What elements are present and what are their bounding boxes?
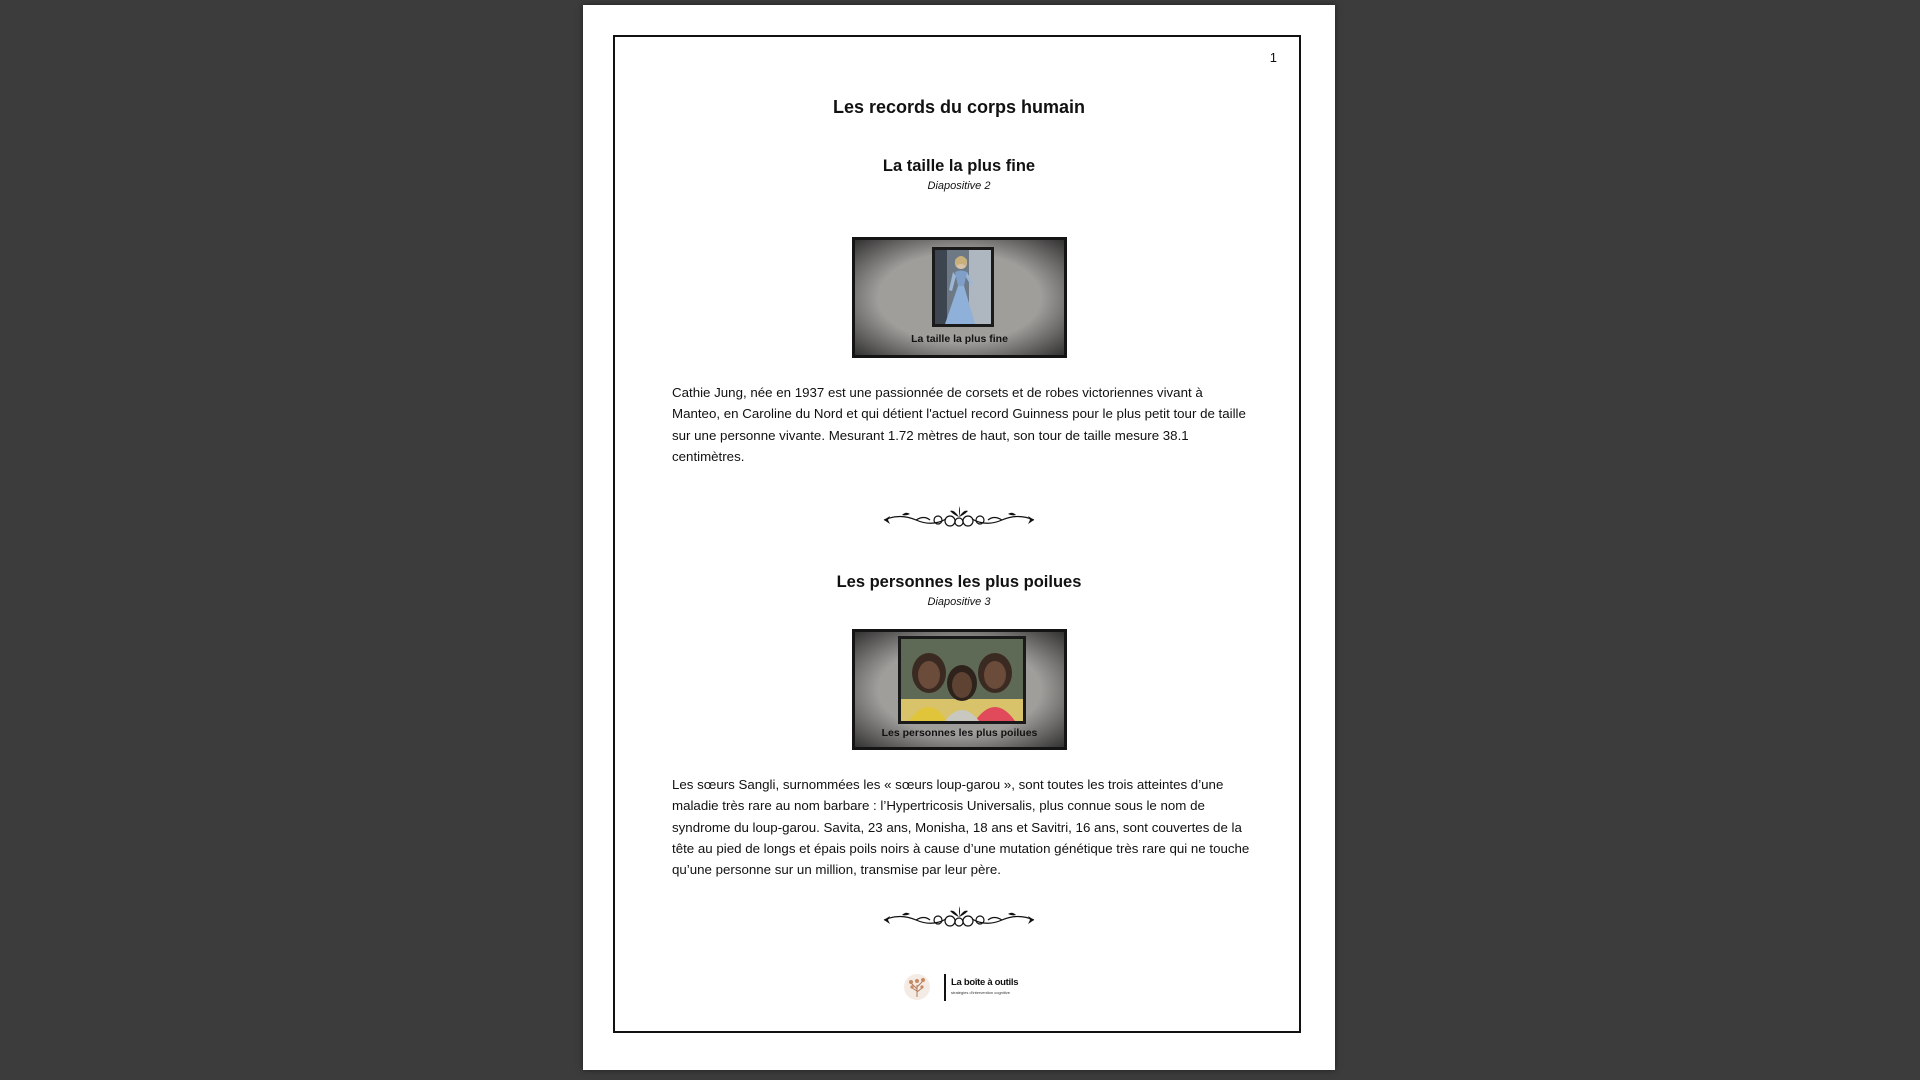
slide-caption-hairy: Les personnes les plus poilues: [881, 727, 1038, 739]
footer-divider: [944, 974, 946, 1001]
section-subtitle-waist: Diapositive 2: [927, 180, 991, 192]
flourish-divider-icon: [880, 905, 1038, 931]
footer-logo: [903, 971, 1023, 1005]
sangli-sisters-photo: [901, 639, 1023, 721]
footer-brand-name: La boîte à outils: [951, 977, 1019, 988]
section-body-waist: Cathie Jung, née en 1937 est une passionnée de corsets et de robes victoriennes vivant à Manteo, en Caroline du Nord et qui détient l'actuel record Guinness pour le plus petit tour de taille sur une personne vivante. Mesurant 1.72 mètres de haut, son tour de taille mesure 38.1 centimètres.: [672, 385, 1246, 464]
page-number: 1: [1269, 50, 1277, 65]
slide-photo-frame: [898, 636, 1026, 724]
section-body-hairy: Les sœurs Sangli, surnommées les « sœurs loup-garou », sont toutes les trois atteintes d’une maladie très rare au nom barbare : l’Hypertricosis Universalis, plus connue sous le nom de syndrome du loup-garou. Savita, 23 ans, Monisha, 18 ans et Savitri, 16 ans, sont couvertes de la tête au pied de longs et épais poils noirs à cause d’une mutation génétique très rare qui ne touche qu’une personne sur un million, transmise par leur père.: [672, 777, 1250, 878]
slide-thumbnail-hairy: [852, 629, 1067, 750]
slide-thumbnail-waist: [852, 237, 1067, 358]
flourish-divider-icon: [880, 505, 1038, 531]
section-title-waist: La taille la plus fine: [882, 157, 1036, 175]
slide-photo-frame: [932, 247, 994, 327]
document-page: [583, 5, 1335, 1070]
document-title: Les records du corps humain: [832, 97, 1086, 117]
section-subtitle-hairy: Diapositive 3: [927, 596, 991, 608]
section-title-hairy: Les personnes les plus poilues: [836, 573, 1082, 591]
tree-logo-icon: [903, 973, 931, 1001]
slide-caption-waist: La taille la plus fine: [911, 333, 1008, 345]
corset-woman-photo: [935, 250, 991, 324]
footer-tagline: stratégies d'intervention cognitive: [951, 990, 1011, 995]
